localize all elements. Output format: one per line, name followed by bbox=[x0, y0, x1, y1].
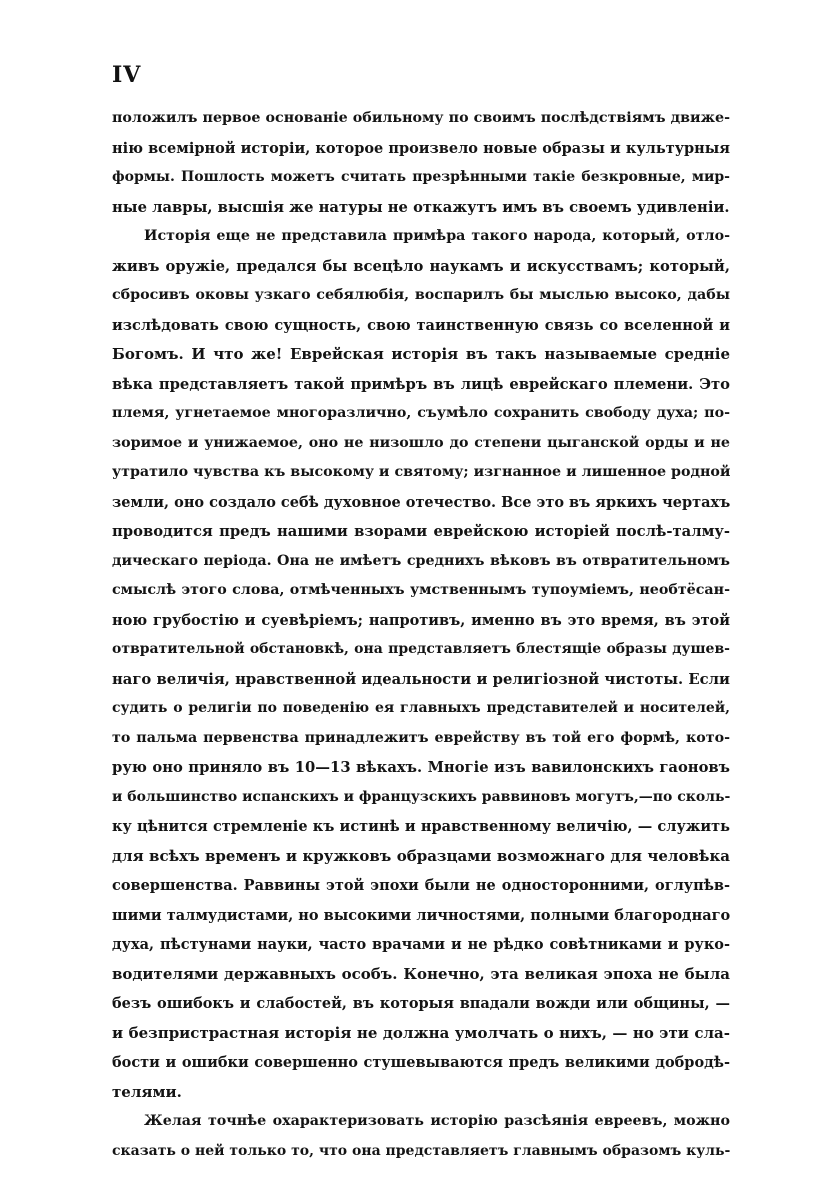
text-line: ку цѣнится стремленіе къ истинѣ и нравственному величію, — служить bbox=[112, 818, 730, 835]
text-line: бости и ошибки совершенно стушевываются предъ великими добродѣ- bbox=[112, 1054, 730, 1071]
text-line: Исторія еще не представила примѣра такого народа, который, отло- bbox=[144, 228, 730, 244]
text-line: изслѣдовать свою сущность, свою таинственную связь со вселенной и bbox=[112, 316, 730, 334]
text-line: нію всемірной исторіи, которое произвело новые образы и культурныя bbox=[112, 139, 730, 157]
text-line: безъ ошибокъ и слабостей, въ которыя впадали вожди или общины, — bbox=[112, 995, 730, 1012]
text-line: отвратительной обстановкѣ, она представляетъ блестящіе образы душев- bbox=[112, 641, 730, 657]
text-line: живъ оружіе, предался бы всецѣло наукамъ и искусствамъ; который, bbox=[112, 257, 730, 275]
text-line: то пальма первенства принадлежитъ еврейству въ той его формѣ, кото- bbox=[112, 729, 730, 746]
text-line: формы. Пошлость можетъ считать презрѣнными такіе безкровные, мир- bbox=[112, 169, 730, 185]
text-line: дическаго періода. Она не имѣетъ среднихъ вѣковъ въ отвратительномъ bbox=[112, 552, 730, 569]
text-line: зоримое и унижаемое, оно не низошло до степени цыганской орды и не bbox=[112, 434, 730, 451]
text-line: земли, оно создало себѣ духовное отечество. Все это въ яркихъ чертахъ bbox=[112, 493, 730, 511]
text-line: совершенства. Раввины этой эпохи были не односторонними, оглупѣв- bbox=[112, 877, 730, 894]
text-line: для всѣхъ временъ и кружковъ образцами возможнаго для человѣка bbox=[112, 846, 730, 865]
text-line: шими талмудистами, но высокими личностями, полными благороднаго bbox=[112, 906, 730, 924]
text-line: утратило чувства къ высокому и святому; изгнанное и лишенное родной bbox=[112, 464, 730, 480]
text-line: ною грубостію и суевѣріемъ; напротивъ, именно въ это время, въ этой bbox=[112, 611, 730, 629]
body-text bbox=[112, 104, 730, 1166]
text-line: и безпристрастная исторія не должна умолчать о нихъ, — но эти сла- bbox=[112, 1023, 730, 1042]
text-line: положилъ первое основаніе обильному по своимъ послѣдствіямъ движе- bbox=[112, 110, 730, 126]
text-line: смыслѣ этого слова, отмѣченныхъ умственнымъ тупоуміемъ, необтёсан- bbox=[112, 582, 730, 598]
text-line: водителями державныхъ особъ. Конечно, эта великая эпоха не была bbox=[112, 964, 730, 983]
text-line: Желая точнѣе охарактеризовать исторію разсѣянія евреевъ, можно bbox=[144, 1113, 730, 1129]
page-number: IV bbox=[112, 62, 142, 88]
text-line: судить о религіи по поведенію ея главныхъ представителей и носителей, bbox=[112, 700, 730, 716]
text-line: вѣка представляетъ такой примѣръ въ лицѣ еврейскаго племени. Это bbox=[112, 375, 730, 393]
text-line: наго величія, нравственной идеальности и религіозной чистоты. Если bbox=[112, 670, 730, 688]
text-line: проводится предъ нашими взорами еврейскою исторіей послѣ-талму- bbox=[112, 523, 730, 540]
text-line: сказать о ней только то, что она представляетъ главнымъ образомъ куль- bbox=[112, 1142, 730, 1159]
text-line: племя, угнетаемое многоразлично, съумѣло сохранить свободу духа; по- bbox=[112, 405, 730, 421]
text-line: духа, пѣстунами науки, часто врачами и не рѣдко совѣтниками и руко- bbox=[112, 936, 730, 953]
text-line: Богомъ. И что же! Еврейская исторія въ такъ называемые средніе bbox=[112, 345, 730, 363]
text-line: телями. bbox=[112, 1082, 182, 1101]
text-line: сбросивъ оковы узкаго себялюбія, воспарилъ бы мыслью высоко, дабы bbox=[112, 287, 730, 303]
text-line: и большинство испанскихъ и французскихъ раввиновъ могутъ,—по сколь- bbox=[112, 788, 730, 805]
text-line: ные лавры, высшія же натуры не откажутъ имъ въ своемъ удивленіи. bbox=[112, 198, 730, 216]
text-line: рую оно приняло въ 10—13 вѣкахъ. Многіе изъ вавилонскихъ гаоновъ bbox=[112, 759, 730, 776]
